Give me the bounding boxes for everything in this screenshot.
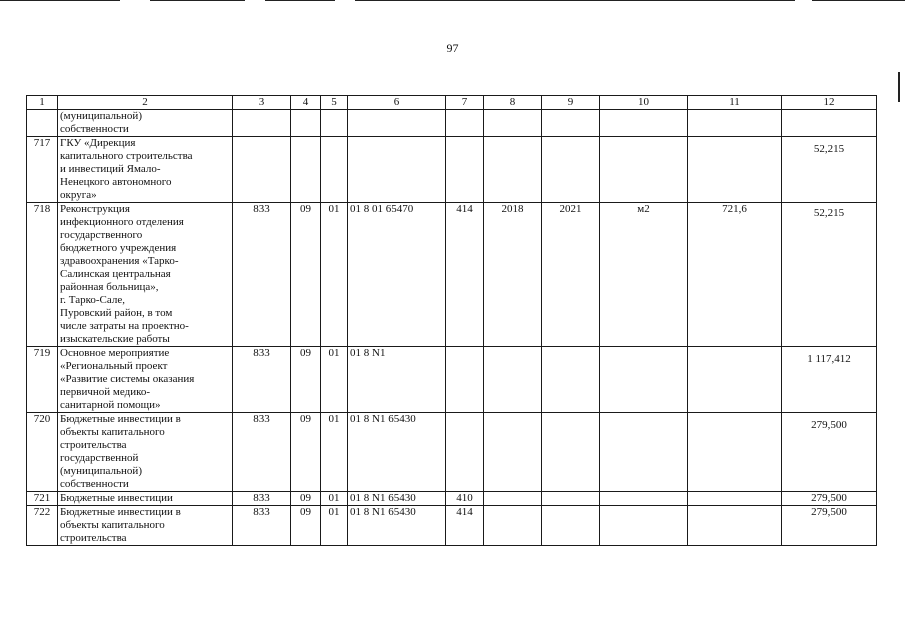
column-header: 3: [233, 96, 291, 110]
cell-amount: 52,215: [782, 137, 877, 203]
header-row: [27, 96, 877, 110]
cell-start-year: [484, 506, 542, 546]
row-number: 721: [27, 492, 58, 506]
cell-subsection-code: 01: [321, 506, 348, 546]
cell-program-code: [233, 110, 291, 137]
row-name-line: капитального строительства: [60, 150, 193, 162]
cell-end-year: [542, 506, 600, 546]
cell-program-code: [233, 137, 291, 203]
row-name: [58, 203, 233, 347]
cell-expense-type: [446, 110, 484, 137]
column-header: 1: [27, 96, 58, 110]
cell-target-article: [348, 110, 446, 137]
row-name-line: округа»: [60, 189, 97, 201]
cell-unit: м2: [600, 203, 688, 347]
column-header: 11: [688, 96, 782, 110]
cell-start-year: [484, 347, 542, 413]
cell-capacity: [688, 110, 782, 137]
row-name-line: «Региональный проект: [60, 360, 168, 372]
cell-target-article: 01 8 N1: [348, 347, 446, 413]
cell-chapter-code: 09: [291, 347, 321, 413]
row-name-line: ГКУ «Дирекция: [60, 137, 136, 149]
cell-expense-type: 414: [446, 203, 484, 347]
table-row: [27, 492, 877, 506]
cell-expense-type: [446, 413, 484, 492]
table-body: [27, 110, 877, 546]
cell-end-year: [542, 137, 600, 203]
row-number: [27, 110, 58, 137]
cell-start-year: [484, 137, 542, 203]
cell-chapter-code: [291, 110, 321, 137]
row-name-line: собственности: [60, 478, 129, 490]
table-row: [27, 347, 877, 413]
cell-target-article: [348, 137, 446, 203]
row-name: [58, 110, 233, 137]
row-name-line: объекты капитального: [60, 426, 165, 438]
table-row: [27, 137, 877, 203]
row-number: 719: [27, 347, 58, 413]
row-name-line: г. Тарко-Сале,: [60, 294, 125, 306]
cell-chapter-code: 09: [291, 203, 321, 347]
row-name-line: Пуровский район, в том: [60, 307, 173, 319]
cell-start-year: [484, 492, 542, 506]
cell-target-article: 01 8 N1 65430: [348, 492, 446, 506]
row-number: 718: [27, 203, 58, 347]
row-name-line: Бюджетные инвестиции: [60, 492, 173, 504]
row-name: [58, 137, 233, 203]
cell-start-year: [484, 110, 542, 137]
scan-margin-mark: [898, 72, 900, 102]
cell-expense-type: 410: [446, 492, 484, 506]
cell-subsection-code: [321, 137, 348, 203]
page-number: 97: [446, 41, 459, 55]
cell-expense-type: 414: [446, 506, 484, 546]
cell-program-code: 833: [233, 506, 291, 546]
row-name-line: Основное мероприятие: [60, 347, 170, 359]
column-header: 6: [348, 96, 446, 110]
row-name: [58, 413, 233, 492]
table-row: [27, 506, 877, 546]
row-name-line: Бюджетные инвестиции в: [60, 413, 181, 425]
cell-target-article: 01 8 N1 65430: [348, 413, 446, 492]
cell-subsection-code: 01: [321, 492, 348, 506]
row-name-line: «Развитие системы оказания: [60, 373, 195, 385]
cell-expense-type: [446, 137, 484, 203]
cell-subsection-code: 01: [321, 347, 348, 413]
row-name-line: инфекционного отделения: [60, 216, 184, 228]
row-name-line: первичной медико-: [60, 386, 151, 398]
row-name-line: Салинская центральная: [60, 268, 171, 280]
cell-chapter-code: 09: [291, 413, 321, 492]
row-number: 722: [27, 506, 58, 546]
cell-amount: 279,500: [782, 492, 877, 506]
cell-chapter-code: 09: [291, 506, 321, 546]
row-name-line: Ненецкого автономного: [60, 176, 172, 188]
scan-edge-artifact: [0, 0, 905, 2]
cell-capacity: [688, 347, 782, 413]
cell-capacity: [688, 413, 782, 492]
row-name: [58, 347, 233, 413]
table-row: [27, 203, 877, 347]
column-header: 10: [600, 96, 688, 110]
cell-subsection-code: 01: [321, 203, 348, 347]
column-header: 8: [484, 96, 542, 110]
cell-program-code: 833: [233, 492, 291, 506]
cell-amount: 279,500: [782, 413, 877, 492]
cell-end-year: 2021: [542, 203, 600, 347]
cell-chapter-code: 09: [291, 492, 321, 506]
row-name-line: собственности: [60, 123, 129, 135]
row-name-line: и инвестиций Ямало-: [60, 163, 161, 175]
row-name-line: здравоохранения «Тарко-: [60, 255, 179, 267]
row-name: [58, 492, 233, 506]
cell-start-year: 2018: [484, 203, 542, 347]
cell-unit: [600, 506, 688, 546]
row-name-line: строительства: [60, 439, 127, 451]
cell-amount: 1 117,412: [782, 347, 877, 413]
cell-target-article: 01 8 N1 65430: [348, 506, 446, 546]
cell-chapter-code: [291, 137, 321, 203]
cell-target-article: 01 8 01 65470: [348, 203, 446, 347]
cell-unit: [600, 413, 688, 492]
row-name-line: санитарной помощи»: [60, 399, 161, 411]
row-name-line: (муниципальной): [60, 110, 142, 122]
row-name-line: государственной: [60, 452, 139, 464]
cell-end-year: [542, 110, 600, 137]
table-row: [27, 110, 877, 137]
cell-program-code: 833: [233, 347, 291, 413]
row-name: [58, 506, 233, 546]
cell-subsection-code: 01: [321, 413, 348, 492]
column-header: 12: [782, 96, 877, 110]
cell-amount: 52,215: [782, 203, 877, 347]
row-name-line: изыскательские работы: [60, 333, 170, 345]
row-name-line: бюджетного учреждения: [60, 242, 177, 254]
table-row: [27, 413, 877, 492]
row-number: 717: [27, 137, 58, 203]
column-header: 2: [58, 96, 233, 110]
cell-end-year: [542, 347, 600, 413]
cell-program-code: 833: [233, 203, 291, 347]
budget-table: [26, 95, 877, 546]
cell-amount: 279,500: [782, 506, 877, 546]
row-name-line: объекты капитального: [60, 519, 165, 531]
cell-capacity: [688, 492, 782, 506]
row-name-line: строительства: [60, 532, 127, 544]
cell-subsection-code: [321, 110, 348, 137]
cell-capacity: 721,6: [688, 203, 782, 347]
row-name-line: числе затраты на проектно-: [60, 320, 189, 332]
cell-unit: [600, 137, 688, 203]
column-header: 9: [542, 96, 600, 110]
row-name-line: (муниципальной): [60, 465, 142, 477]
cell-unit: [600, 347, 688, 413]
column-header: 5: [321, 96, 348, 110]
row-name-line: районная больница»,: [60, 281, 159, 293]
row-name-line: государственного: [60, 229, 143, 241]
cell-capacity: [688, 137, 782, 203]
cell-program-code: 833: [233, 413, 291, 492]
cell-end-year: [542, 492, 600, 506]
cell-capacity: [688, 506, 782, 546]
column-header: 7: [446, 96, 484, 110]
row-name-line: Реконструкция: [60, 203, 130, 215]
cell-end-year: [542, 413, 600, 492]
cell-amount: [782, 110, 877, 137]
cell-start-year: [484, 413, 542, 492]
row-number: 720: [27, 413, 58, 492]
cell-unit: [600, 110, 688, 137]
cell-unit: [600, 492, 688, 506]
column-header: 4: [291, 96, 321, 110]
cell-expense-type: [446, 347, 484, 413]
row-name-line: Бюджетные инвестиции в: [60, 506, 181, 518]
